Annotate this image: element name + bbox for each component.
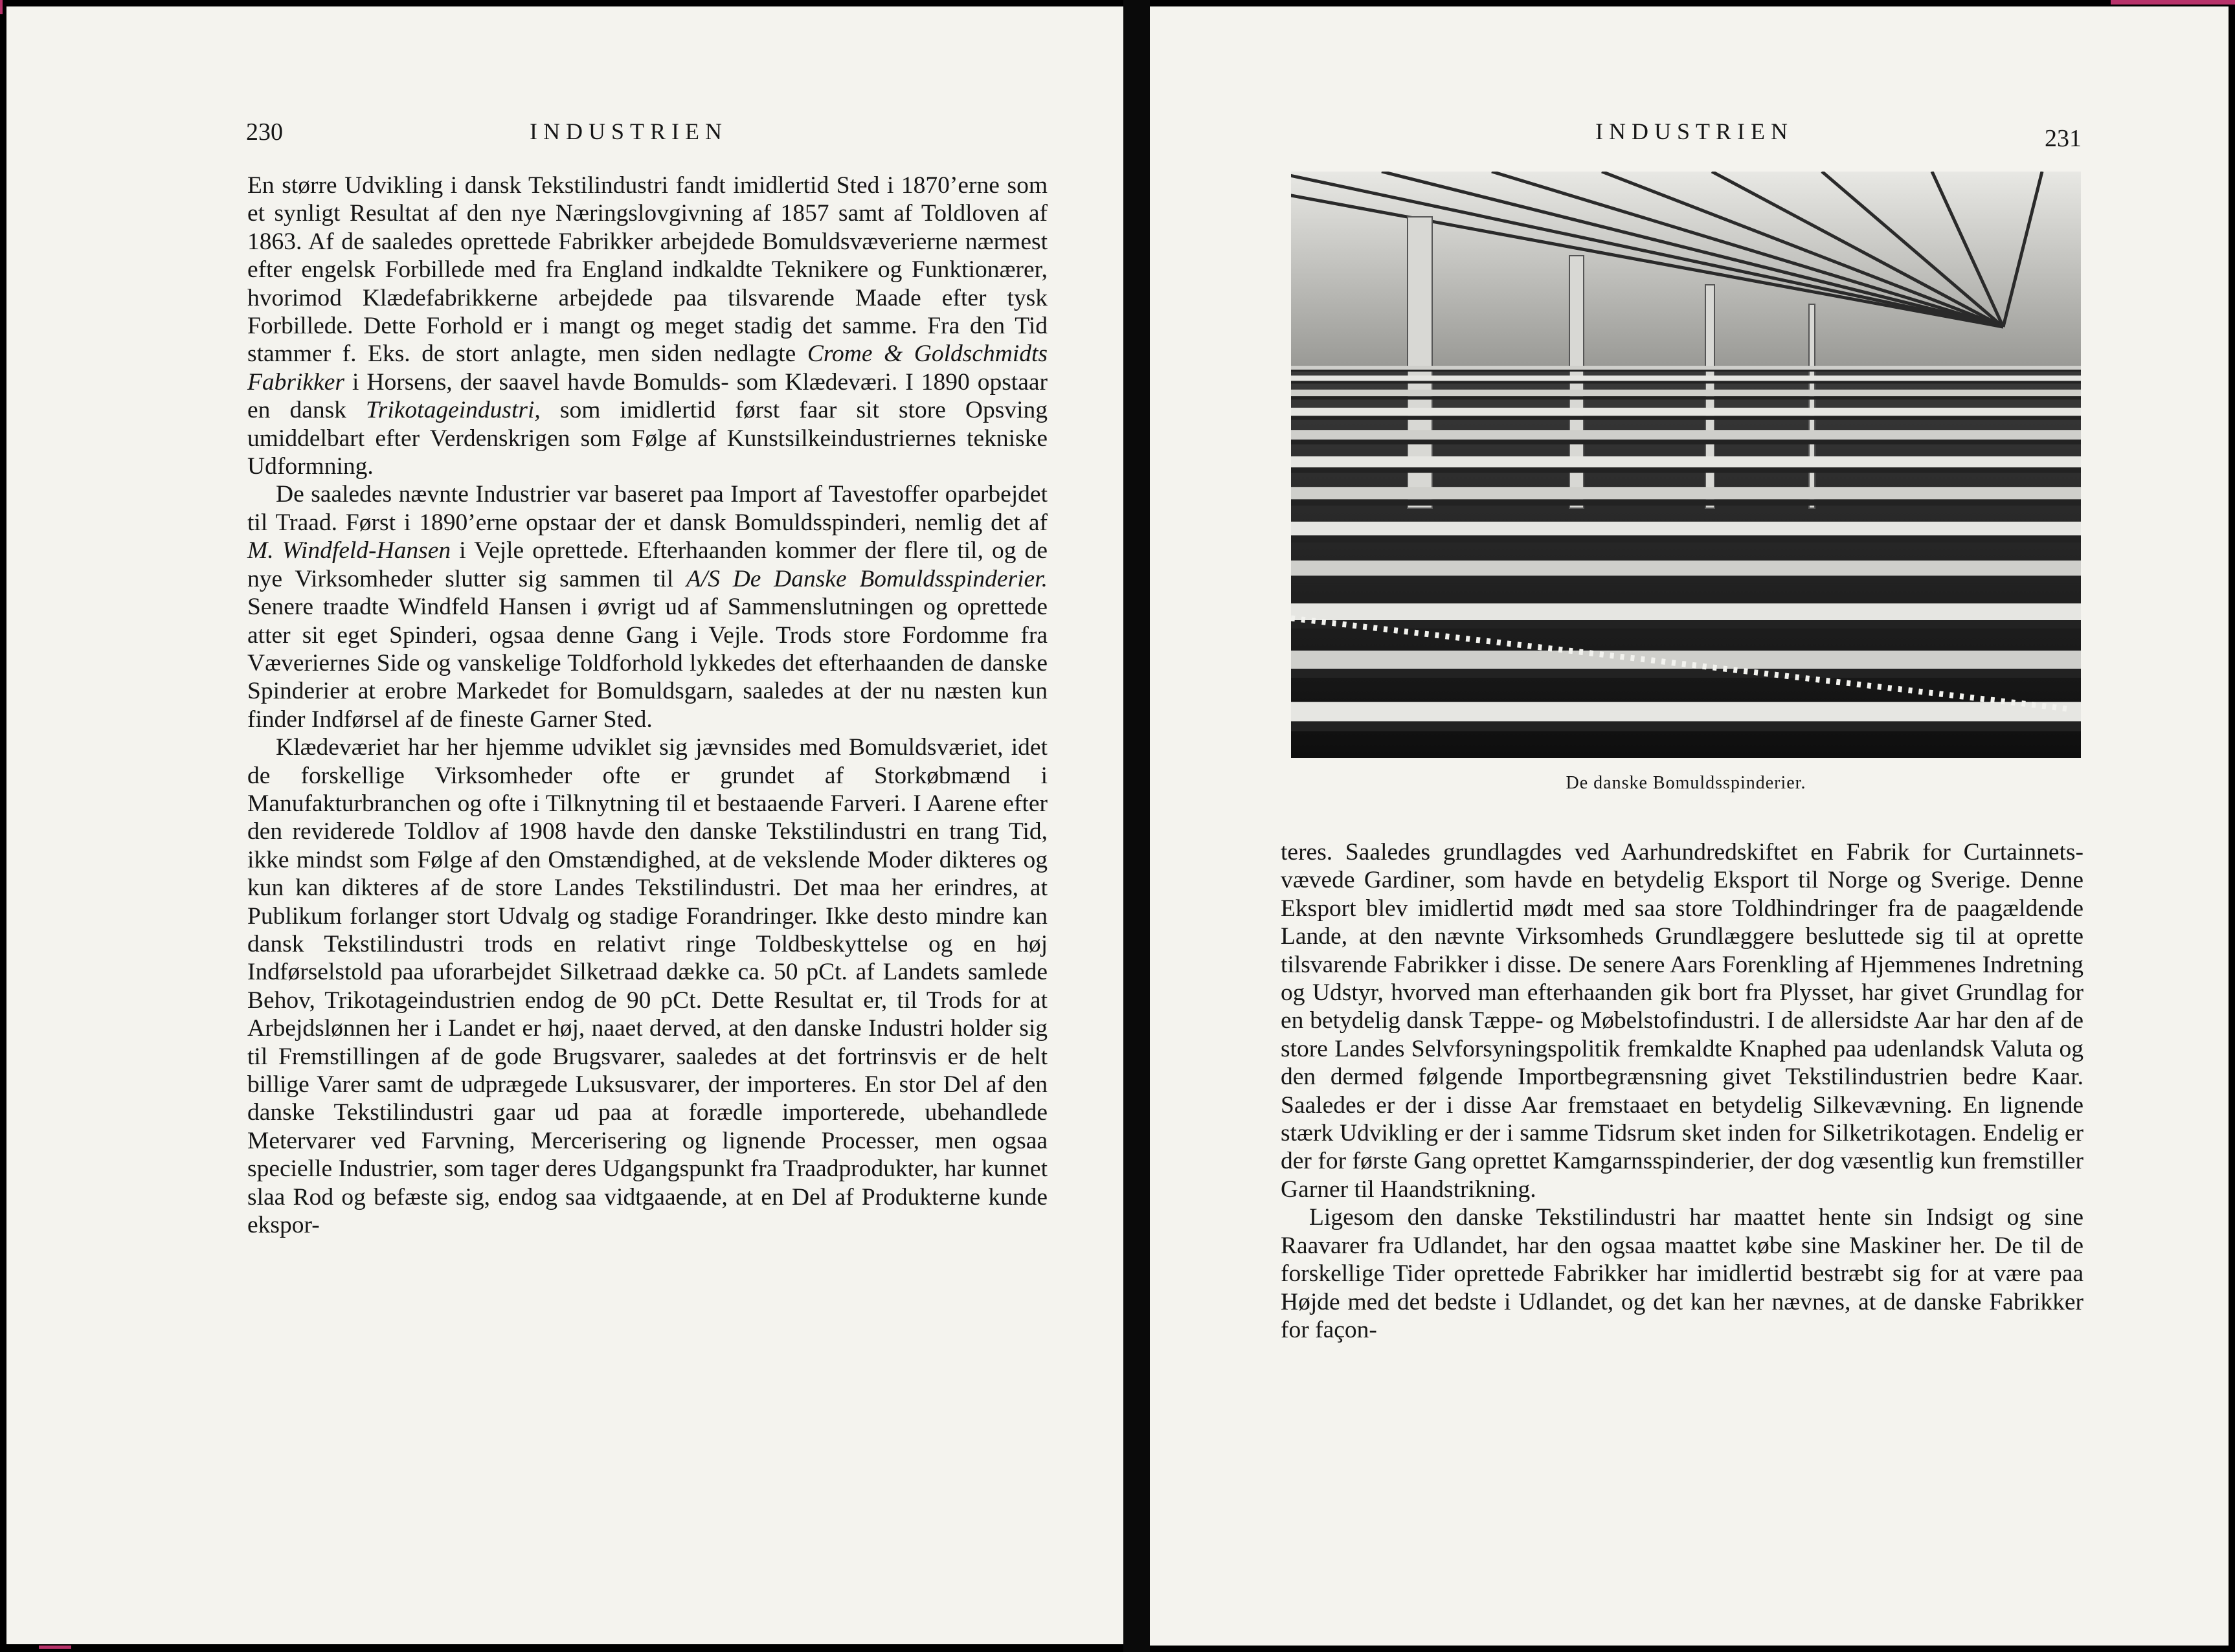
bobbin-row [1291, 375, 2081, 381]
page-number: 230 [246, 118, 283, 146]
bobbin-row [1291, 366, 2081, 370]
bobbin-row [1291, 603, 2081, 620]
edge-mark [2111, 0, 2235, 5]
bobbin-row [1291, 702, 2081, 721]
row-shadow [1291, 467, 2081, 473]
italic-name: Trikotageindustri, [365, 397, 541, 424]
text-run: De saaledes nævnte Industrier var baseret paa Import af Tavestoffer oparbejdet til Traad. Først i 1890’erne opstaar der et dansk Bomuldsspinderi, nemlig det af [247, 481, 1048, 536]
bobbin-row [1291, 561, 2081, 576]
paragraph [247, 733, 1048, 1239]
row-shadow [1291, 669, 2081, 678]
row-shadow [1291, 370, 2081, 372]
row-shadow [1291, 499, 2081, 506]
figure-caption: De danske Bomuldsspinderier. [1566, 773, 1806, 793]
text-run: teres. Saaledes grundlagdes ved Aarhundredskiftet en Fabrik for Curtainnets-vævede Gardiner, som havde en betydelig Eksport til Norge og Sverige. Denne Eksport blev imidlertid mødt med saa store Toldhindringer fra de paagældende Lande, at den nævnte Virksomheds Grundlæggere besluttede sig til at oprette tilsvarende Fabrikker i disse. De senere Aars Forenkling af Hjemmenes Indretning og Udstyr, hvorved man efterhaanden gik bort fra Plysset, har givet Grundlag for en betydelig dansk Tæppe- og Møbelstofindustri. I de allersidste Aar har den af de store Landes Selvforsyningspolitik fremkaldte Knaphed paa udenlandsk Valuta og den dermed følgende Importbegrænsning givet Tekstilindustrien bedre Kaar. Saaledes er der i disse Aar fremstaaet en betydelig Silkevævning. En lignende stærk Udvikling er der i samme Tidsrum sket inden for Silketrikotagen. Endelig er der for første Gang oprettet Kamgarnsspinderier, der dog væsentlig kun fremstiller Garner til Haandstrikning. [1281, 839, 2083, 1203]
spinning-mill-photo [1291, 172, 2081, 758]
paragraph [247, 480, 1048, 733]
row-shadow [1291, 620, 2081, 629]
pillar [1809, 304, 1815, 508]
text-run: i Horsens, der saavel havde Bomulds- som Klædeværi. I 1890 opstaar en dansk [247, 368, 1048, 424]
right-page-body [1281, 838, 2083, 1344]
right-page [1150, 6, 2229, 1646]
text-run: Ligesom den danske Tekstilindustri har maattet hente sin Indsigt og sine Raavarer fra Udlandet, har den ogsaa maattet købe sine Maskiner her. De til de forskellige Tider oprettede Fabrikker har imidlertid bestræbt sig for at være paa Højde med det bedste i Udlandet, og det kan her nævnes, at de danske Fabrikker for façon- [1281, 1204, 2083, 1343]
text-run: som imidlertid først faar sit store Opsving umiddelbart efter Verdenskrigen som Følge af Kunstsilkeindustriernes tekniske Udformning. [247, 397, 1048, 480]
page-number: 231 [2045, 125, 2082, 152]
text-run: Klædeværiet har her hjemme udviklet sig jævnsides med Bomuldsværiet, idet de forskellige Virksomheder ofte er grundet af Storkøbmænd i Manufakturbranchen og ofte i Tilknytning til et bestaaende Farveri. I Aarene efter den reviderede Toldlov af 1908 havde den danske Tekstilindustri en trang Tid, ikke mindst som Følge af den Omstændighed, at de vekslende Moder dikteres og kun kan dikteres af de store Landes Tekstilindustri. Det maa her erindres, at Publikum forlanger stort Udvalg og stadige Forandringer. Ikke desto mindre kan dansk Tekstilindustri trods en relativt ringe Toldbeskyttelse og en høj Indførselstold paa uforarbejdet Silketraad dække ca. 50 pCt. af Landets samlede Behov, Trikotageindustrien endog de 90 pCt. Dette Resultat er, til Trods for at Arbejdslønnen her i Landet er høj, naaet derved, at den danske Industri holder sig til Fremstillingen af de gode Brugsvarer, saaledes at det fortrinsvis er de helt billige Varer samt de udprægede Luksusvarer, der importeres. En stor Del af den danske Tekstilindustri gaar ud paa at forædle importerede, ubehandlede Metervarer ved Farvning, Mercerisering og lignende Processer, men ogsaa specielle Industrier, som tager deres Udgangspunkt fra Traadprodukter, har kunnet slaa Rod og befæste sig, endog saa vidtgaaende, at en Del af Produkterne kunde ekspor- [247, 734, 1048, 1239]
left-page-body [247, 172, 1048, 1239]
italic-name: M. Windfeld-Hansen [247, 537, 451, 564]
paragraph [247, 172, 1048, 480]
running-head: INDUSTRIEN [1595, 118, 1793, 144]
bobbin-row [1291, 430, 2081, 440]
book-gutter [1123, 0, 1150, 1652]
bobbin-row [1291, 522, 2081, 535]
running-head: INDUSTRIEN [530, 118, 728, 144]
italic-name: Crome & Goldschmidts Fabrikker [247, 340, 1048, 396]
row-shadow [1291, 575, 2081, 583]
italic-name: A/S De Danske Bomuldsspinderier. [686, 565, 1048, 592]
paragraph [1281, 1203, 2083, 1344]
bobbin-row [1291, 408, 2081, 416]
row-shadow [1291, 440, 2081, 444]
text-run: En større Udvikling i dansk Tekstilindustri fandt imidlertid Sted i 1870’erne som et synligt Resultat af den nye Næringslovgivning af 1857 samt af Toldloven af 1863. Af de saaledes oprettede Fabrikker arbejdede Bomuldsvæverierne nærmest efter engelsk Forbillede med fra England indkaldte Teknikere og Funktionærer, hvorimod Klædefabrikkerne arbejdede paa tilsvarende Maade efter tysk Forbillede. Dette Forhold er i mangt og meget stadig det samme. Fra den Tid stammer f. Eks. de stort anlagte, men siden nedlagte [247, 172, 1048, 368]
left-page [6, 6, 1123, 1644]
row-shadow [1291, 396, 2081, 399]
spinning-mill-illustration [1291, 172, 2081, 758]
bobbin-row [1291, 456, 2081, 467]
row-shadow [1291, 535, 2081, 542]
edge-mark [39, 1646, 71, 1649]
paragraph [1281, 838, 2083, 1203]
row-shadow [1291, 381, 2081, 383]
text-run: Senere traadte Windfeld Hansen i øvrigt ud af Sammenslutningen og oprettede atter sit eget Spinderi, ogsaa denne Gang i Vejle. Trods store Fordomme fra Væveriernes Side og vanskelige Toldforhold lykkedes det efterhaanden de danske Spinderier at erobre Markedet for Bomuldsgarn, saaledes at der nu næsten kun finder Indførsel af de fineste Garner Sted. [247, 594, 1048, 733]
row-shadow [1291, 721, 2081, 731]
text-run: i Vejle oprettede. Efterhaanden kommer der flere til, og de nye Virksomheder slutter sig sammen til [247, 537, 1048, 592]
bobbin-row [1291, 390, 2081, 396]
bobbin-row [1291, 651, 2081, 669]
edge-mark [0, 0, 3, 14]
row-shadow [1291, 416, 2081, 419]
bobbin-row [1291, 487, 2081, 499]
